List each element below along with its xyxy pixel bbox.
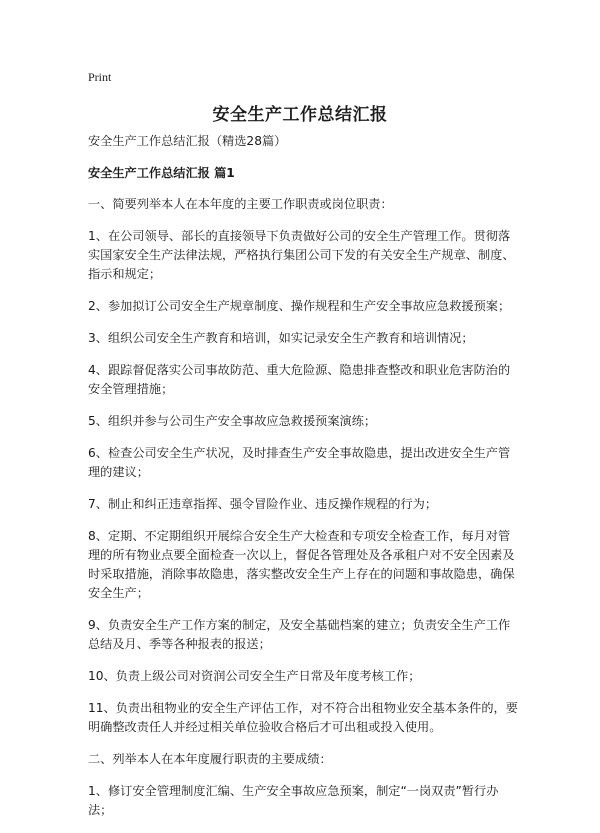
paragraph: 10、负责上级公司对资润公司安全生产日常及年度考核工作； (88, 669, 421, 683)
paragraph: 9、负责安全生产工作方案的制定，及安全基础档案的建立；负责安全生产工作总结及月、季等各种报表的报送； (88, 618, 511, 651)
print-link[interactable]: Print (88, 70, 112, 84)
paragraph: 7、制止和纠正违章指挥、强令冒险作业、违反操作规程的行为； (88, 497, 438, 511)
paragraph: 4、跟踪督促落实公司事故防范、重大危险源、隐患排查整改和职业危害防治的安全管理措施； (88, 363, 511, 396)
section-heading: 安全生产工作总结汇报 篇1 (88, 166, 235, 180)
paragraph: 11、负责出租物业的安全生产评估工作，对不符合出租物业安全基本条件的，要明确整改责任人并经过相关单位验收合格后才可出租或投入使用。 (88, 701, 518, 734)
document-title: 安全生产工作总结汇报 (212, 105, 388, 125)
paragraph: 2、参加拟订公司安全生产规章制度、操作规程和生产安全事故应急救援预案； (88, 299, 511, 313)
document-body (88, 132, 520, 833)
paragraph: 一、简要列举本人在本年度的主要工作职责或岗位职责： (88, 197, 393, 211)
paragraph: 二、列举本人在本年度履行职责的主要成绩： (88, 752, 332, 766)
paragraph: 6、检查公司安全生产状况，及时排查生产安全事故隐患，提出改进安全生产管理的建议； (88, 446, 511, 479)
paragraph: 8、定期、不定期组织开展综合安全生产大检查和专项安全检查工作，每月对管理的所有物业点要全面检查一次以上，督促各管理处及各承租户对不安全因素及时采取措施，消除事故隐患，落实整改安全生产上存在的问题和事故隐患，确保安全生产； (88, 529, 515, 600)
paragraph: 5、组织并参与公司生产安全事故应急救援预案演练； (88, 414, 377, 428)
paragraph: 1、修订安全管理制度汇编、生产安全事故应急预案，制定“一岗双责”暂行办法； (88, 784, 499, 817)
paragraph: 1、在公司领导、部长的直接领导下负责做好公司的安全生产管理工作。贯彻落实国家安全生产法律法规，严格执行集团公司下发的有关安全生产规章、制度、指示和规定； (88, 229, 515, 281)
paragraph: 3、组织公司安全生产教育和培训，如实记录安全生产教育和培训情况； (88, 331, 474, 345)
document-subtitle: 安全生产工作总结汇报（精选28篇） (88, 134, 287, 148)
